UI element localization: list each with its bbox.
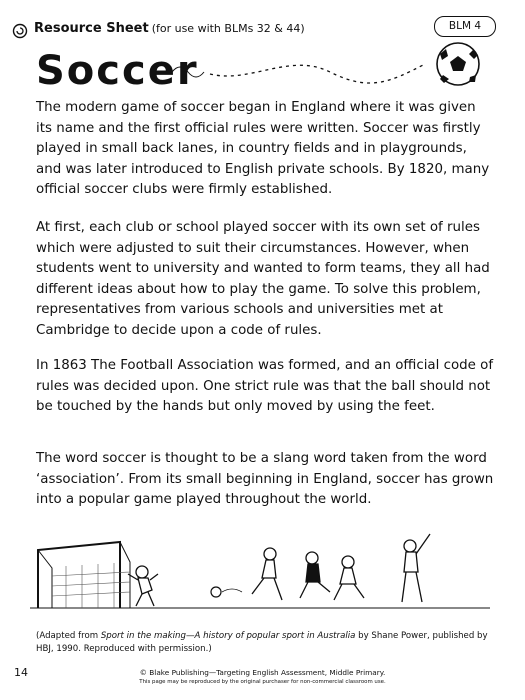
resource-sheet-header bbox=[34, 21, 305, 36]
page-number: 14 bbox=[14, 666, 28, 679]
citation-suffix: by Shane Power, published by HBJ, 1990. Reproduced with permission.) bbox=[36, 631, 488, 654]
publisher-line: © Blake Publishing—Targeting English Assessment, Middle Primary. bbox=[139, 668, 386, 677]
reproduction-note: This page may be reproduced by the original purchaser for non-commercial classroom use. bbox=[139, 679, 386, 685]
soccer-ball-icon bbox=[437, 43, 479, 85]
player-figures bbox=[252, 534, 430, 602]
citation bbox=[36, 630, 506, 656]
goalkeeper-figure bbox=[128, 566, 158, 606]
citation-title: Sport in the making—A history of popular sport in Australia bbox=[100, 631, 356, 641]
header-title: Resource Sheet bbox=[34, 21, 149, 36]
header-subtitle: (for use with BLMs 32 & 44) bbox=[151, 22, 305, 35]
citation-prefix: (Adapted from bbox=[36, 631, 101, 641]
paragraph-history: The modern game of soccer began in England where it was given its name and the first official rules were written. Soccer was firstly played in small back lanes, in country fields and in playgrounds, and was later introduced to English private schools. By 1820, many official soccer clubs were firmly established. bbox=[36, 100, 490, 197]
blm-badge: BLM 4 bbox=[434, 16, 496, 37]
paragraph-word-origin: The word soccer is thought to be a slang word taken from the word ‘association’. From its small beginning in England, soccer has grown into a popular game played throughout the world. bbox=[36, 451, 494, 507]
soccer-players-illustration bbox=[30, 520, 490, 615]
goal-net-icon bbox=[38, 542, 130, 608]
paragraph-football-association: In 1863 The Football Association was formed, and an official code of rules was decided upon. One strict rule was that the ball should not be touched by the hands but only moved by using the feet. bbox=[36, 358, 494, 414]
ball-icon bbox=[211, 587, 221, 597]
page-title: Soccer bbox=[36, 48, 199, 94]
spiral-icon bbox=[12, 23, 28, 39]
ball-trajectory-illustration bbox=[170, 42, 490, 92]
paragraph-rules: At first, each club or school played soccer with its own set of rules which were adjusted to suit their circumstances. However, when students went to university and wanted to form teams, they all had different ideas about how to play the game. To solve this problem, representatives from various schools and universities met at Cambridge to decide upon a code of rules. bbox=[36, 220, 490, 338]
